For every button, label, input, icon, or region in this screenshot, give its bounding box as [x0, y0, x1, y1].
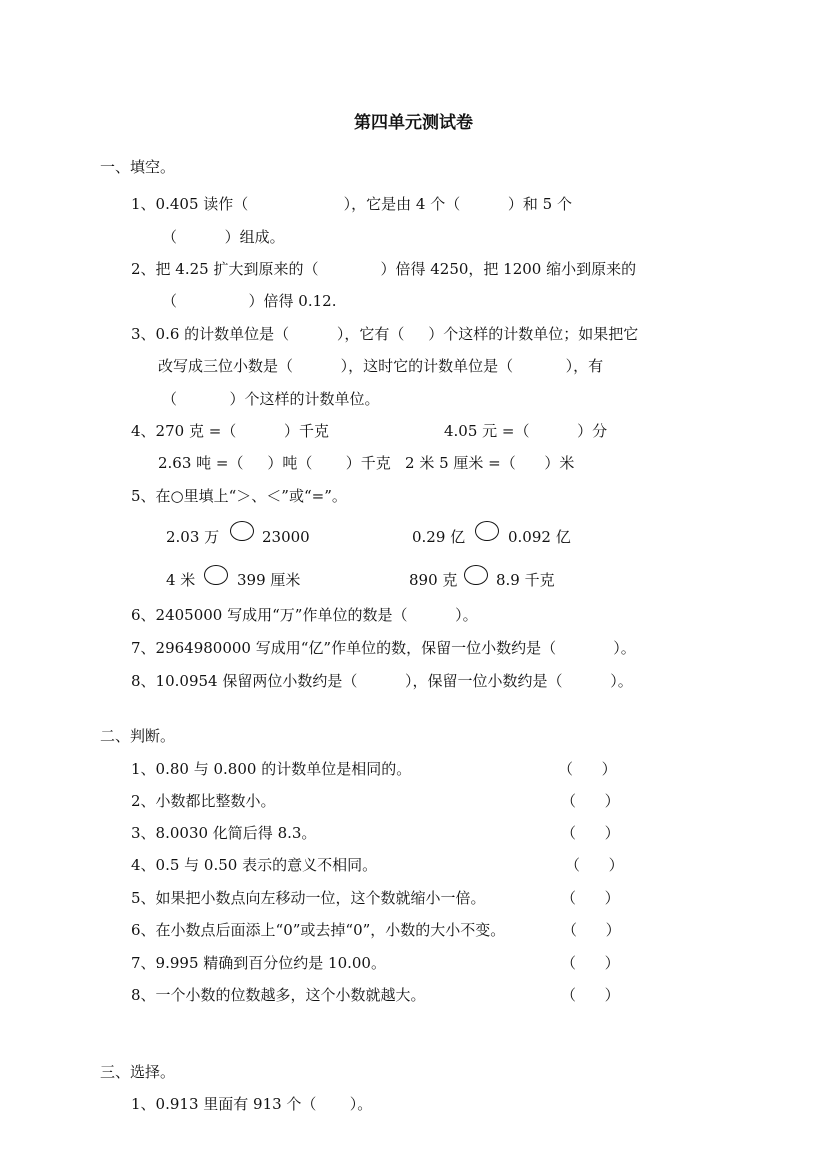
judge-item-text: 3、8.0030 化简后得 8.3。 — [131, 824, 317, 842]
question-7: 7、2964980000 写成用“亿”作单位的数，保留一位小数约是（ ）。 — [131, 639, 636, 657]
judge-item-text: 1、0.80 与 0.800 的计数单位是相同的。 — [131, 760, 412, 778]
judge-item-bracket: （ ） — [558, 760, 617, 778]
question-1-line-1: 1、0.405 读作（ ），它是由 4 个（ ）和 5 个 — [131, 195, 572, 213]
page-title: 第四单元测试卷 — [354, 113, 473, 133]
compare-left-value: 0.29 亿 — [412, 528, 466, 546]
compare-circle — [204, 565, 228, 585]
judge-item-bracket: （ ） — [561, 986, 620, 1004]
question-8: 8、10.0954 保留两位小数约是（ ），保留一位小数约是（ ）。 — [131, 672, 633, 690]
compare-left-value: 4 米 — [166, 571, 196, 589]
section-heading-choice: 三、选择。 — [100, 1063, 176, 1081]
judge-item-bracket: （ ） — [561, 889, 620, 907]
compare-left-value: 2.03 万 — [166, 528, 220, 546]
section-heading-fill: 一、填空。 — [100, 158, 176, 176]
judge-item-bracket: （ ） — [561, 954, 620, 972]
judge-item-bracket: （ ） — [561, 824, 620, 842]
compare-right-value: 8.9 千克 — [496, 571, 555, 589]
compare-right-value: 399 厘米 — [237, 571, 301, 589]
section-heading-judge: 二、判断。 — [100, 727, 176, 745]
question-3-line-3: （ ）个这样的计数单位。 — [162, 390, 380, 408]
judge-item-text: 8、一个小数的位数越多，这个小数就越大。 — [131, 986, 426, 1004]
question-4-left: 4、270 克 =（ ）千克 — [131, 422, 329, 440]
judge-item-text: 7、9.995 精确到百分位约是 10.00。 — [131, 954, 386, 972]
question-3-line-2: 改写成三位小数是（ ），这时它的计数单位是（ ），有 — [158, 357, 604, 375]
question-4-line-2: 2.63 吨 =（ ）吨（ ）千克 2 米 5 厘米 =（ ）米 — [158, 454, 575, 472]
question-2-line-2: （ ）倍得 0.12. — [162, 292, 337, 310]
judge-item-bracket: （ ） — [561, 792, 620, 810]
question-6: 6、2405000 写成用“万”作单位的数是（ ）。 — [131, 606, 478, 624]
judge-item-text: 2、小数都比整数小。 — [131, 792, 276, 810]
choice-question-1: 1、0.913 里面有 913 个（ ）。 — [131, 1095, 373, 1113]
compare-right-value: 0.092 亿 — [508, 528, 571, 546]
judge-item-bracket: （ ） — [565, 856, 624, 874]
compare-right-value: 23000 — [262, 528, 310, 546]
judge-item-text: 4、0.5 与 0.50 表示的意义不相同。 — [131, 856, 378, 874]
question-2-line-1: 2、把 4.25 扩大到原来的（ ）倍得 4250，把 1200 缩小到原来的 — [131, 260, 637, 278]
question-3-line-1: 3、0.6 的计数单位是（ ），它有（ ）个这样的计数单位；如果把它 — [131, 325, 639, 343]
judge-item-text: 5、如果把小数点向左移动一位，这个数就缩小一倍。 — [131, 889, 486, 907]
question-4-right: 4.05 元 =（ ）分 — [444, 422, 608, 440]
compare-circle — [475, 521, 499, 541]
judge-item-text: 6、在小数点后面添上“0”或去掉“0”，小数的大小不变。 — [131, 921, 506, 939]
compare-circle — [464, 565, 488, 585]
judge-item-bracket: （ ） — [562, 921, 621, 939]
question-1-line-2: （ ）组成。 — [162, 228, 285, 246]
compare-circle — [230, 521, 254, 541]
compare-left-value: 890 克 — [409, 571, 458, 589]
question-5-prompt: 5、在○里填上“＞、＜”或“=”。 — [131, 487, 347, 505]
